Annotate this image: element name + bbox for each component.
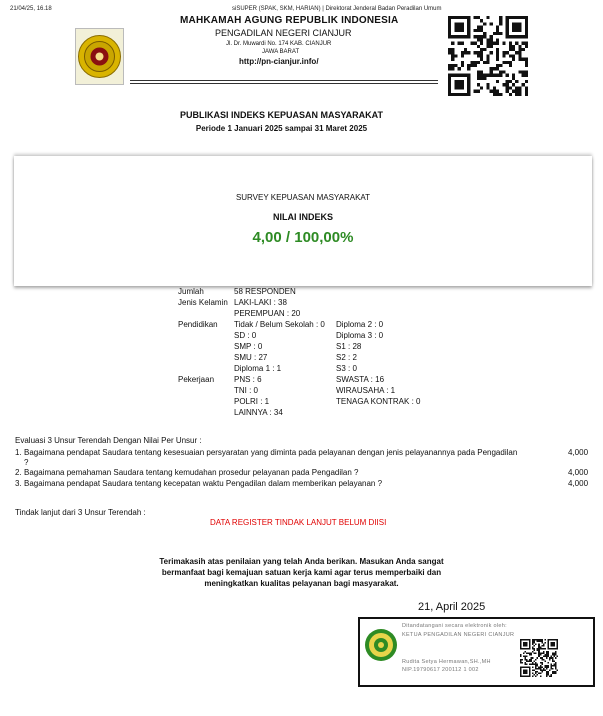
gender-male: LAKI-LAKI : 38: [234, 298, 287, 307]
print-source: siSUPER (SPAK, SKM, HARIAN) | Direktorat Jenderal Badan Peradilan Umum: [232, 6, 442, 12]
thanks-line-1: Terimakasih atas penilaian yang telah Anda berikan. Masukan Anda sangat: [159, 557, 444, 566]
jumlah-value: 58 RESPONDEN: [234, 287, 296, 296]
evaluation-heading: Evaluasi 3 Unsur Terendah Dengan Nilai Per Unsur :: [15, 436, 202, 445]
job-2: TNI : 0: [234, 386, 259, 395]
edu-9: S2 : 2: [336, 353, 357, 362]
edu-1: Tidak / Belum Sekolah : 0: [234, 320, 325, 329]
signer-nip: NIP.19790617 200112 1 002: [402, 667, 479, 673]
job-label: Pekerjaan: [178, 375, 215, 384]
eval-question-3: Bagaimana pendapat Saudara tentang kecepatan waktu Pengadilan dalam memberikan pelayanan ?: [24, 479, 383, 488]
eval-num-3: 3.: [15, 479, 22, 488]
qr-code-header: [448, 16, 528, 96]
eval-score-2: 4,000: [568, 468, 589, 477]
eval-score-1: 4,000: [568, 448, 589, 457]
eval-question-1-cont: ?: [24, 458, 29, 467]
e-signature-box: [358, 617, 595, 687]
signer-name: Rudita Setya Hermawan,SH.,MH: [402, 659, 491, 665]
jumlah-label: Jumlah: [178, 287, 204, 296]
signer-position: KETUA PENGADILAN NEGERI CIANJUR: [402, 632, 515, 638]
edu-8: S1 : 28: [336, 342, 362, 351]
edu-6: Diploma 2 : 0: [336, 320, 384, 329]
gender-female: PEREMPUAN : 20: [234, 309, 301, 318]
edu-5: Diploma 1 : 1: [234, 364, 282, 373]
job-7: TENAGA KONTRAK : 0: [336, 397, 421, 406]
court-province: JAWA BARAT: [262, 49, 300, 55]
print-timestamp: 21/04/25, 16.18: [10, 6, 52, 12]
signed-note: Ditandatangani secara elektronik oleh:: [402, 623, 507, 629]
header-separator: [130, 80, 438, 84]
thanks-line-2: bermanfaat bagi kemajuan satuan kerja kami agar terus memperbaiki dan: [161, 568, 442, 577]
court-seal-icon: [364, 627, 398, 663]
thanks-line-3: meningkatkan kualitas pelayanan bagi masyarakat.: [204, 579, 399, 588]
edu-2: SD : 0: [234, 331, 257, 340]
index-label: NILAI INDEKS: [272, 212, 333, 222]
job-6: WIRAUSAHA : 1: [336, 386, 396, 395]
job-1: PNS : 6: [234, 375, 262, 384]
court-website[interactable]: http://pn-cianjur.info/: [239, 57, 319, 66]
publication-title: PUBLIKASI INDEKS KEPUASAN MASYARAKAT: [179, 110, 384, 120]
qr-code-signature: [520, 639, 558, 677]
edu-10: S3 : 0: [336, 364, 357, 373]
institution-name: MAHKAMAH AGUNG REPUBLIK INDONESIA: [180, 15, 399, 26]
eval-question-1: Bagaimana pendapat Saudara tentang kesesuaian persyaratan yang diminta pada pelayanan dengan jenis pelayanannya pada Pengadilan: [24, 448, 518, 457]
job-5: SWASTA : 16: [336, 375, 385, 384]
edu-4: SMU : 27: [234, 353, 268, 362]
index-card: [14, 156, 592, 286]
job-3: POLRI : 1: [234, 397, 270, 406]
follow-up-heading: Tindak lanjut dari 3 Unsur Terendah :: [15, 508, 146, 517]
publication-period: Periode 1 Januari 2025 sampai 31 Maret 2025: [195, 124, 368, 133]
signature-date: 21, April 2025: [418, 601, 486, 613]
follow-up-status: DATA REGISTER TINDAK LANJUT BELUM DIISI: [210, 518, 387, 527]
court-name: PENGADILAN NEGERI CIANJUR: [215, 28, 352, 38]
eval-score-3: 4,000: [568, 479, 589, 488]
eval-num-1: 1.: [15, 448, 22, 457]
education-label: Pendidikan: [178, 320, 218, 329]
survey-label: SURVEY KEPUASAN MASYARAKAT: [235, 193, 371, 202]
gender-label: Jenis Kelamin: [178, 298, 228, 307]
index-value: 4,00 / 100,00%: [252, 229, 354, 246]
eval-num-2: 2.: [15, 468, 22, 477]
court-logo: [75, 28, 124, 85]
court-address: Jl. Dr. Muwardi No. 174 KAB. CIANJUR: [226, 41, 332, 47]
edu-7: Diploma 3 : 0: [336, 331, 384, 340]
edu-3: SMP : 0: [234, 342, 263, 351]
job-4: LAINNYA : 34: [234, 408, 283, 417]
eval-question-2: Bagaimana pemahaman Saudara tentang kemudahan prosedur pelayanan pada Pengadilan ?: [24, 468, 359, 477]
